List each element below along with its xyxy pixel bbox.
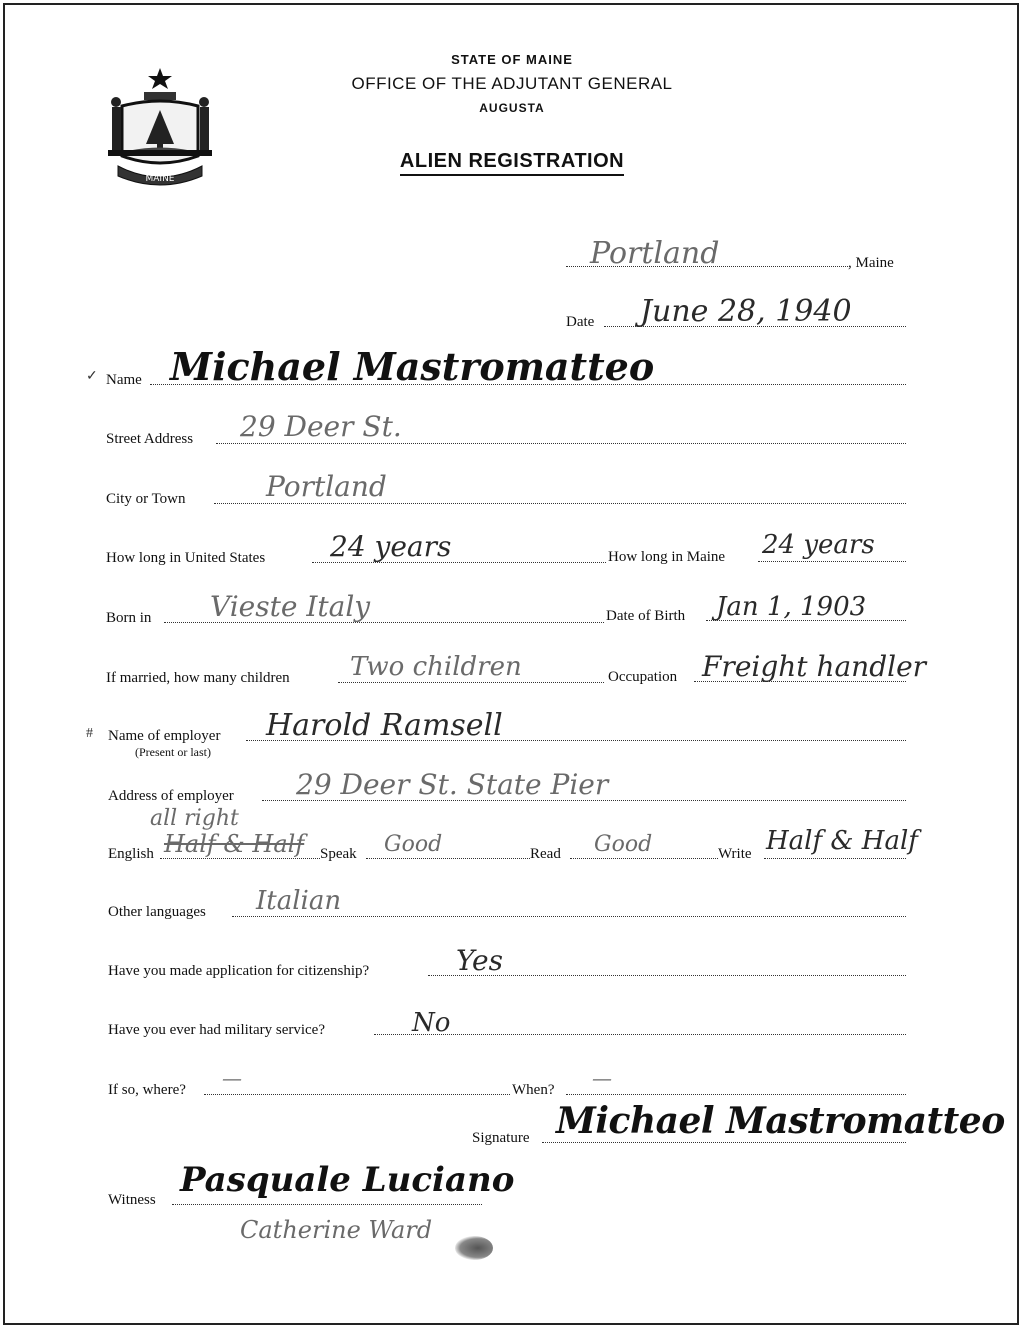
- other-lang-entry: Italian: [256, 886, 342, 916]
- speak-entry: Good: [384, 832, 443, 857]
- write-entry: Half & Half: [766, 826, 918, 856]
- military-line: [374, 1034, 906, 1035]
- location-suffix: , Maine: [848, 255, 894, 271]
- city-line: [214, 503, 906, 504]
- header-city: AUGUSTA: [479, 101, 545, 115]
- emp-address-label: Address of employer: [108, 788, 234, 804]
- header-office: OFFICE OF THE ADJUTANT GENERAL: [351, 74, 673, 93]
- street-line: [216, 443, 906, 444]
- when-entry: —: [592, 1066, 612, 1090]
- employer-entry: Harold Ramsell: [266, 708, 503, 743]
- name-label: Name: [106, 372, 142, 388]
- years-us-label: How long in United States: [106, 550, 266, 566]
- witness-entry: Pasquale Luciano: [180, 1160, 515, 1200]
- occupation-label: Occupation: [608, 669, 678, 685]
- read-line: [570, 858, 718, 859]
- street-entry: 29 Deer St.: [240, 410, 402, 443]
- years-maine-entry: 24 years: [762, 530, 875, 560]
- english-entry: Half & Half: [164, 830, 305, 858]
- children-line: [338, 682, 604, 683]
- other-lang-label: Other languages: [108, 904, 206, 920]
- years-us-entry: 24 years: [330, 530, 452, 563]
- other-lang-line: [232, 916, 906, 917]
- signature-line: [542, 1142, 906, 1143]
- when-line: [566, 1094, 906, 1095]
- military-entry: No: [412, 1008, 451, 1038]
- dob-entry: Jan 1, 1903: [716, 592, 867, 622]
- city-entry: Portland: [266, 470, 387, 503]
- where-entry: —: [222, 1066, 242, 1090]
- name-entry: Michael Mastromatteo: [170, 344, 655, 389]
- english-label: English: [108, 846, 154, 862]
- english-note: all right: [150, 806, 239, 831]
- born-in-entry: Vieste Italy: [210, 590, 371, 623]
- occupation-entry: Freight handler: [702, 650, 927, 683]
- citizenship-label: Have you made application for citizenship?: [108, 963, 370, 979]
- write-label: Write: [718, 846, 752, 862]
- city-label: City or Town: [106, 491, 186, 507]
- english-line: [160, 858, 320, 859]
- write-line: [764, 858, 906, 859]
- when-label: When?: [512, 1082, 555, 1098]
- witness2-entry: Catherine Ward: [240, 1216, 433, 1244]
- dob-label: Date of Birth: [606, 608, 686, 624]
- date-label: Date: [566, 314, 595, 330]
- where-line: [204, 1094, 510, 1095]
- ink-blot: [455, 1236, 493, 1260]
- witness-label: Witness: [108, 1192, 156, 1208]
- born-in-label: Born in: [106, 610, 152, 626]
- where-label: If so, where?: [108, 1082, 186, 1098]
- read-label: Read: [530, 846, 561, 862]
- form-title-text: ALIEN REGISTRATION: [400, 150, 624, 176]
- years-maine-line: [758, 561, 906, 562]
- signature-entry: Michael Mastromatteo: [556, 1100, 1005, 1142]
- employer-margin-mark: #: [86, 726, 93, 741]
- location-entry: Portland: [590, 236, 720, 271]
- speak-label: Speak: [320, 846, 357, 862]
- military-label: Have you ever had military service?: [108, 1022, 325, 1038]
- children-label: If married, how many children: [106, 670, 290, 686]
- children-entry: Two children: [350, 652, 522, 682]
- citizenship-entry: Yes: [456, 944, 503, 977]
- speak-line: [366, 858, 530, 859]
- seal-text: MAINE: [145, 174, 175, 184]
- state-seal-icon: [104, 66, 216, 192]
- emp-address-entry: 29 Deer St. State Pier: [296, 768, 609, 801]
- street-label: Street Address: [106, 431, 194, 447]
- signature-label: Signature: [472, 1130, 530, 1146]
- years-maine-label: How long in Maine: [608, 549, 726, 565]
- employer-label: Name of employer: [108, 728, 221, 744]
- header-state: STATE OF MAINE: [451, 52, 573, 67]
- employer-sublabel: (Present or last): [135, 745, 211, 759]
- date-entry: June 28, 1940: [640, 294, 852, 329]
- witness-line: [172, 1204, 482, 1205]
- read-entry: Good: [594, 832, 653, 857]
- name-margin-mark: ✓: [86, 369, 98, 384]
